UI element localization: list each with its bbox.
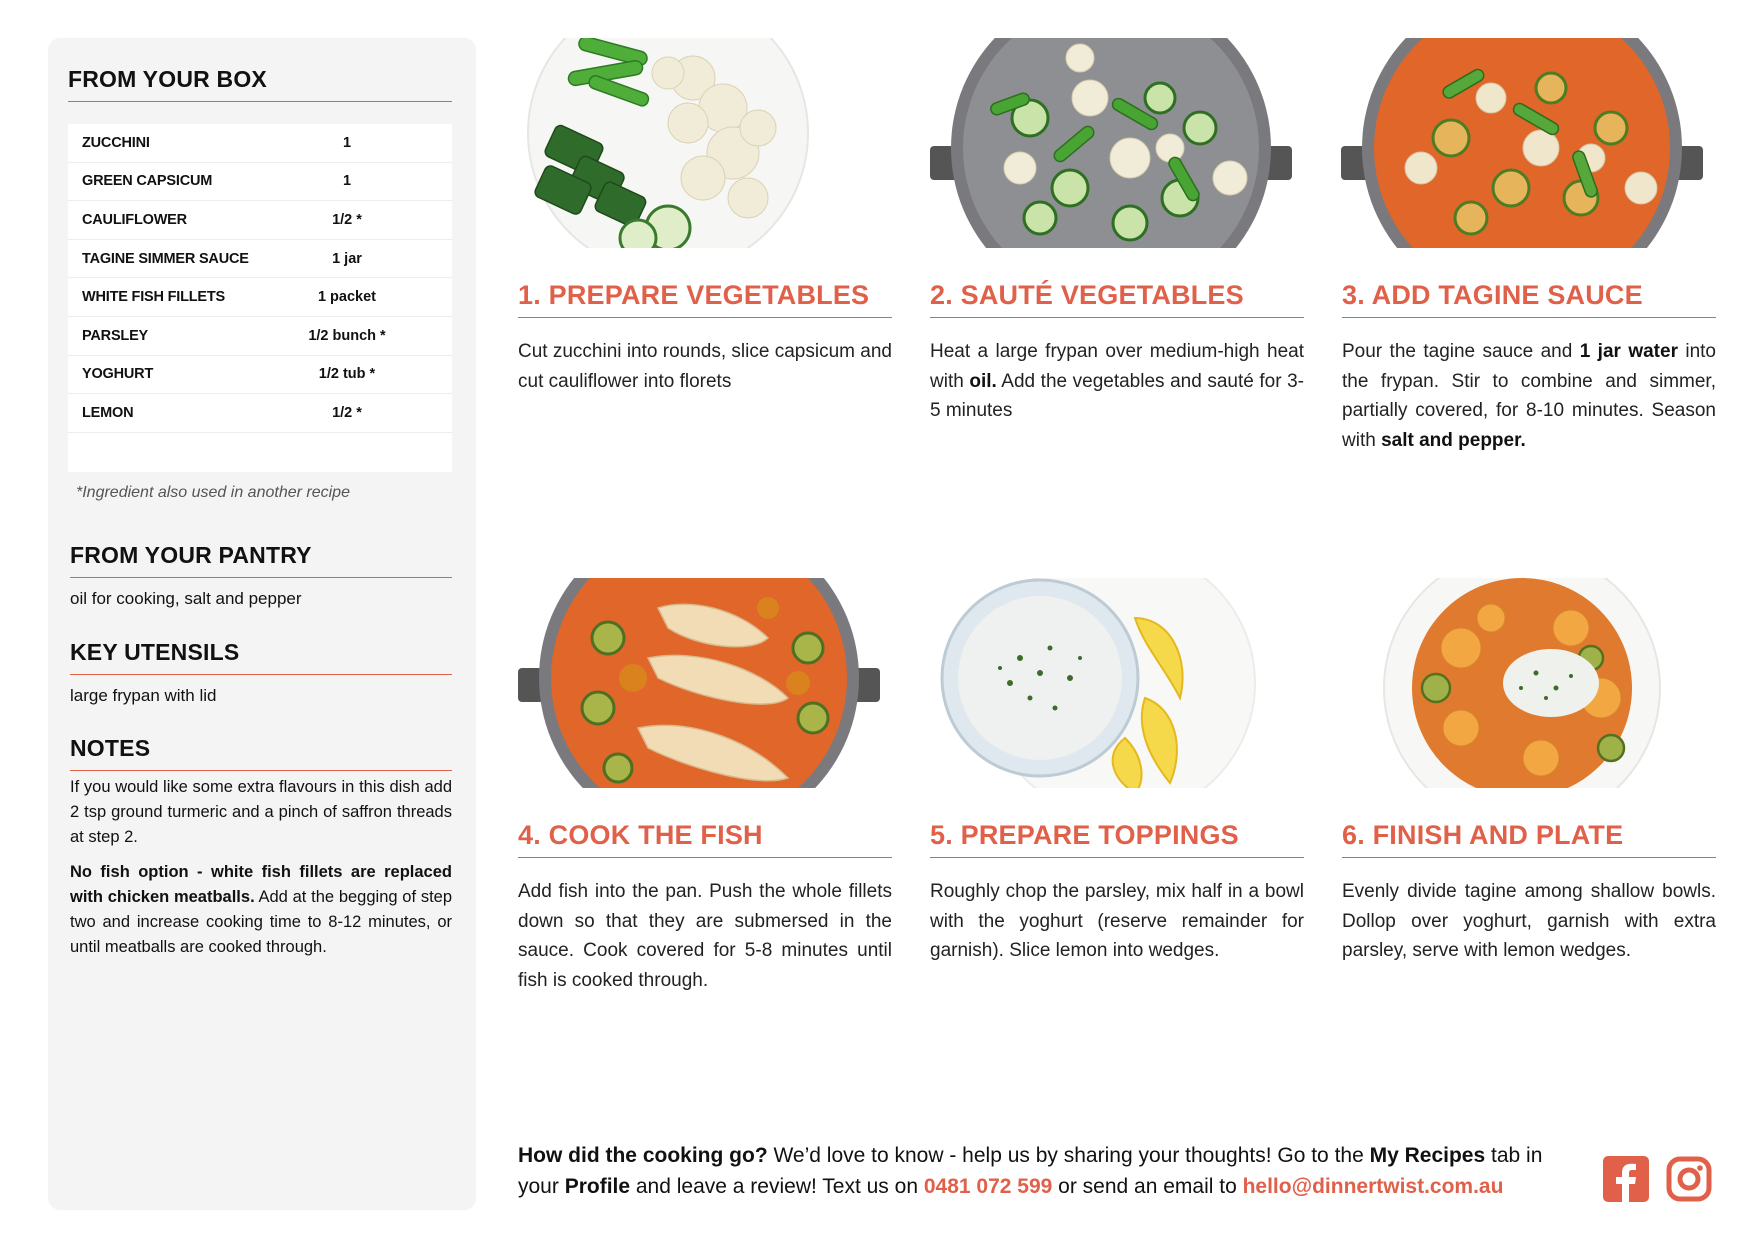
notes-paragraph-1: If you would like some extra flavours in this dish add 2 tsp ground turmeric and a pinch of saffron threads at step 2. xyxy=(70,778,452,846)
step-text-span: into the frypan. Stir to combine and simmer, partially covered, for 8-10 minutes. Season with xyxy=(1342,341,1717,451)
table-row xyxy=(68,163,452,202)
notes-paragraph-2 xyxy=(70,860,452,960)
ingredient-name: CAULIFLOWER xyxy=(82,211,187,228)
email-link[interactable]: hello@dinnertwist.com.au xyxy=(1242,1175,1504,1198)
phone-link[interactable]: 0481 072 599 xyxy=(923,1175,1053,1198)
table-row xyxy=(68,240,452,279)
ingredient-footnote: *Ingredient also used in another recipe xyxy=(76,484,350,501)
step-5-text xyxy=(930,877,1304,966)
step-text-span: Cut zucchini into rounds, slice capsicum and cut cauliflower into florets xyxy=(518,341,892,392)
ingredient-qty: 1/2 bunch * xyxy=(308,327,386,344)
ingredient-qty: 1 xyxy=(342,173,352,190)
step-6-title: 6. FINISH AND PLATE xyxy=(1342,820,1716,858)
step-text-span: Add the vegetables and sauté for 3-5 minutes xyxy=(930,370,1304,421)
utensils-text: large frypan with lid xyxy=(70,686,217,705)
step-1-text xyxy=(518,337,892,396)
ingredient-name: ZUCCHINI xyxy=(82,134,150,151)
key-utensils-title: KEY UTENSILS xyxy=(70,639,452,675)
from-your-pantry-title: FROM YOUR PANTRY xyxy=(70,542,452,578)
notes-bold-text: No fish option - white fish fillets are replaced with chicken meatballs. xyxy=(70,863,452,906)
ingredient-qty: 1/2 * xyxy=(332,211,362,228)
footer-bold: How did the cooking go? xyxy=(518,1144,768,1167)
footer-text: We’d love to know - help us by sharing your thoughts! Go to the xyxy=(767,1144,1370,1167)
step-4-photo xyxy=(518,578,880,788)
table-row xyxy=(68,317,452,356)
table-row xyxy=(68,278,452,317)
step-1-title: 1. PREPARE VEGETABLES xyxy=(518,280,892,318)
step-6-text xyxy=(1342,877,1716,966)
pantry-text: oil for cooking, salt and pepper xyxy=(70,589,302,608)
step-2-title: 2. SAUTÉ VEGETABLES xyxy=(930,280,1304,318)
from-your-box-title: FROM YOUR BOX xyxy=(68,66,452,102)
ingredient-qty: 1 xyxy=(342,134,352,151)
step-4-title: 4. COOK THE FISH xyxy=(518,820,892,858)
ingredient-qty: 1 jar xyxy=(332,250,362,267)
table-row xyxy=(68,201,452,240)
ingredient-name: LEMON xyxy=(82,404,134,421)
ingredient-name: YOGHURT xyxy=(82,366,154,383)
step-5-photo xyxy=(930,578,1292,788)
ingredient-name: GREEN CAPSICUM xyxy=(82,173,213,190)
step-bold-text: salt and pepper. xyxy=(1381,429,1526,451)
step-1-photo xyxy=(518,38,880,248)
table-row xyxy=(68,356,452,395)
step-bold-text: 1 jar water xyxy=(1579,341,1678,362)
footer-bold: Profile xyxy=(564,1175,631,1198)
step-4-text xyxy=(518,877,892,995)
step-2-photo xyxy=(930,38,1292,248)
step-bold-text: oil. xyxy=(969,370,997,392)
instagram-icon[interactable] xyxy=(1666,1156,1712,1202)
ingredient-name: TAGINE SIMMER SAUCE xyxy=(82,250,249,267)
notes-title: NOTES xyxy=(70,735,452,771)
table-row xyxy=(68,124,452,163)
table-row xyxy=(68,394,452,433)
step-text-span: Evenly divide tagine among shallow bowls. Dollop over yoghurt, garnish with extra parsley, serve with lemon wedges. xyxy=(1342,881,1716,961)
ingredient-qty: 1/2 * xyxy=(332,404,362,421)
step-3-title: 3. ADD TAGINE SAUCE xyxy=(1342,280,1716,318)
step-text-span: Roughly chop the parsley, mix half in a bowl with the yoghurt (reserve remainder for garnish). Slice lemon into wedges. xyxy=(930,881,1304,961)
notes-text: Add at the begging of step two and increase cooking time to 8-12 minutes, or until meatballs are cooked through. xyxy=(70,888,452,956)
ingredients-table xyxy=(68,124,452,472)
footer-bold: My Recipes xyxy=(1369,1144,1486,1167)
step-6-photo xyxy=(1341,578,1703,788)
sidebar xyxy=(48,38,476,1210)
feedback-footer xyxy=(518,1140,1578,1202)
step-text-span: Add fish into the pan. Push the whole fillets down so that they are submersed in the sauce. Cook covered for 5-8 minutes until fish is cooked through. xyxy=(518,881,892,991)
step-text-span: Heat a large frypan over medium-high heat with xyxy=(930,341,1304,392)
footer-text: or send an email to xyxy=(1052,1175,1243,1198)
facebook-icon[interactable] xyxy=(1603,1156,1649,1202)
ingredient-qty: 1/2 tub * xyxy=(318,366,376,383)
ingredient-name: PARSLEY xyxy=(82,327,149,344)
ingredient-name: WHITE FISH FILLETS xyxy=(82,289,226,306)
step-3-text xyxy=(1342,337,1716,455)
step-3-photo xyxy=(1341,38,1703,248)
step-5-title: 5. PREPARE TOPPINGS xyxy=(930,820,1304,858)
step-2-text xyxy=(930,337,1304,426)
ingredient-qty: 1 packet xyxy=(317,289,377,306)
step-text-span: Pour the tagine sauce and xyxy=(1342,341,1580,362)
footer-text: and leave a review! Text us on xyxy=(630,1175,924,1198)
footer-text: tab in your xyxy=(518,1144,1543,1198)
